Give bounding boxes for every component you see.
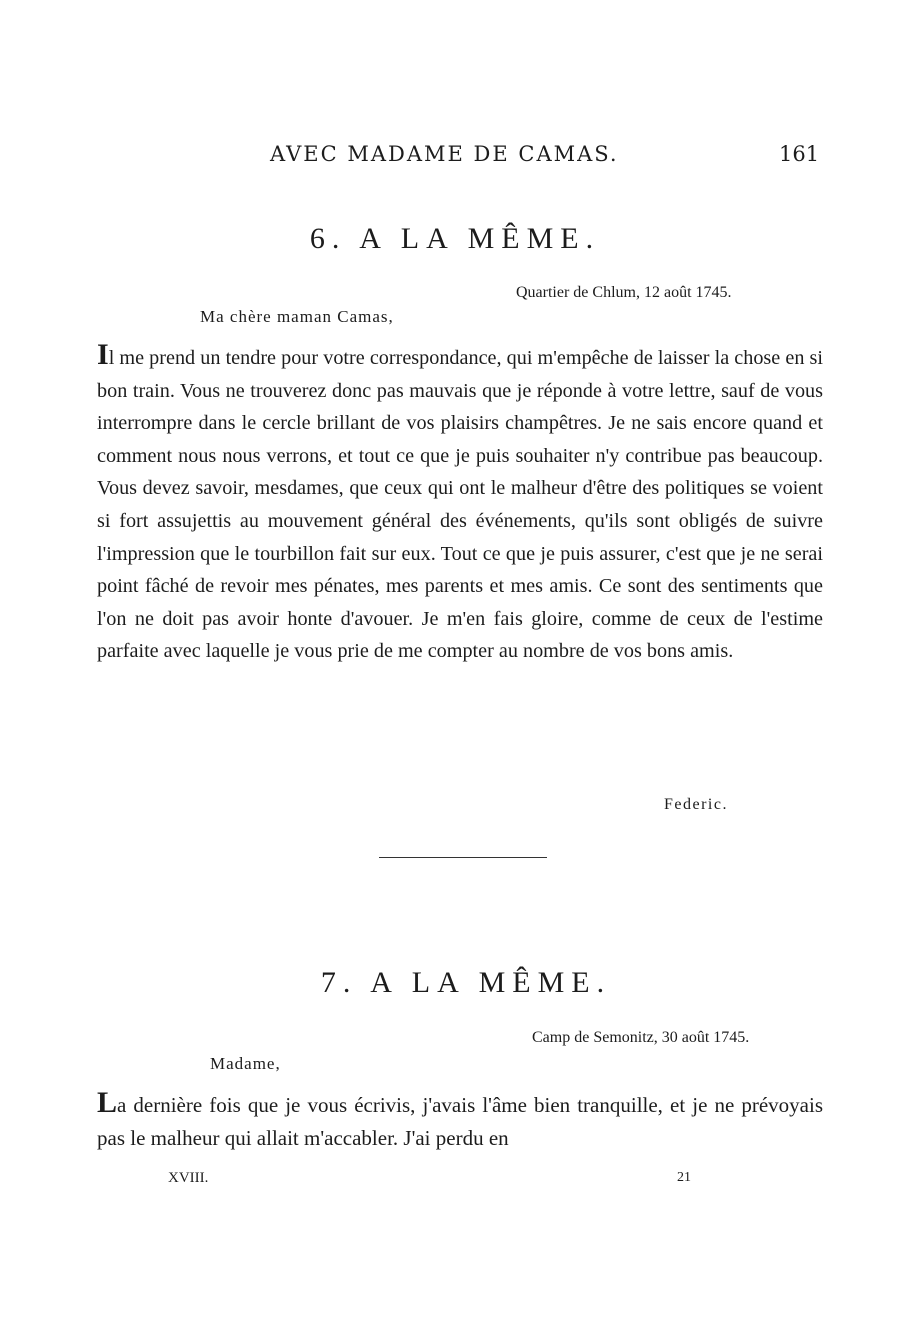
letter-7-salutation: Madame, xyxy=(210,1054,281,1073)
letter-7-dropcap: L xyxy=(97,1086,118,1119)
letter-6-dropcap: I xyxy=(97,338,109,371)
letter-6-body xyxy=(97,340,823,668)
letter-7-title: 7. A LA MÊME. xyxy=(320,966,612,999)
letter-6-signature: Federic. xyxy=(664,796,728,813)
section-divider xyxy=(379,857,547,858)
page-number: 161 xyxy=(779,142,820,166)
letter-6-text: l me prend un tendre pour votre correspondance, qui m'empêche de laisser la chose en si bon train. Vous ne trouverez donc pas mauvais que je réponde à votre lettre, sauf de vous interrompre dans le cercle brillant de vos plaisirs champêtres. Je ne sais encore quand et comment nous nous verrons, et tout ce que je puis souhaiter n'y contribue pas beaucoup. Vous devez savoir, mesdames, que ceux qui ont le malheur d'être des politiques se voient si fort assujettis au mouvement général des événements, qu'ils sont obligés de suivre l'impression que le tourbillon fait sur eux. Tout ce que je puis assurer, c'est que je ne serai point fâché de revoir mes pénates, mes parents et mes amis. Ce sont des sentiments que l'on ne doit pas avoir honte d'avouer. Je m'en fais gloire, comme de ceux de l'estime parfaite avec laquelle je vous prie de me compter au nombre de vos bons amis. xyxy=(97,347,823,663)
letter-6-dateline: Quartier de Chlum, 12 août 1745. xyxy=(516,284,732,301)
sheet-number: 21 xyxy=(677,1170,691,1185)
volume-signature-mark: XVIII. xyxy=(168,1170,209,1186)
letter-7-body xyxy=(97,1088,823,1155)
letter-7-dateline: Camp de Semonitz, 30 août 1745. xyxy=(532,1029,750,1046)
running-head: AVEC MADAME DE CAMAS. xyxy=(270,142,619,166)
letter-6-salutation: Ma chère maman Camas, xyxy=(200,307,394,326)
letter-6-title: 6. A LA MÊME. xyxy=(309,222,601,255)
letter-7-text: a dernière fois que je vous écrivis, j'avais l'âme bien tranquille, et je ne prévoyais pas le malheur qui allait m'accabler. J'ai perdu en xyxy=(97,1093,823,1150)
